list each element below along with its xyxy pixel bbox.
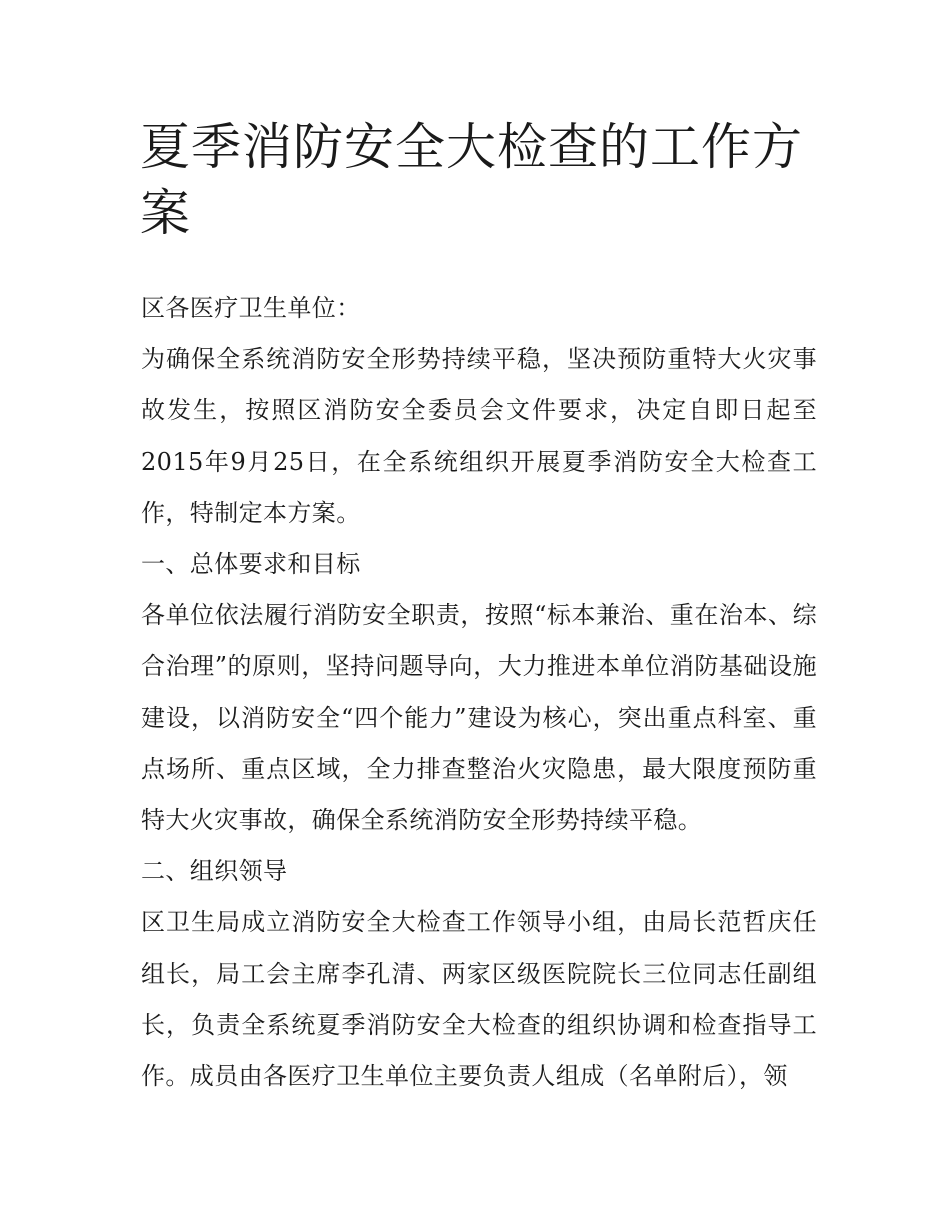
document-body: [141, 283, 817, 1102]
intro-paragraph: 为确保全系统消防安全形势持续平稳，坚决预防重特大火灾事故发生，按照区消防安全委员会文件要求，决定自即日起至2015年9月25日，在全系统组织开展夏季消防安全大检查工作，特制定本方案。: [141, 345, 817, 527]
salutation: 区各医疗卫生单位：: [141, 294, 361, 322]
section-1-paragraph: 各单位依法履行消防安全职责，按照“标本兼治、重在治本、综合治理”的原则，坚持问题导向，大力推进本单位消防基础设施建设，以消防安全“四个能力”建设为核心，突出重点科室、重点场所、重点区域，全力排查整治火灾隐患，最大限度预防重特大火灾事故，确保全系统消防安全形势持续平稳。: [141, 601, 817, 835]
section-1-heading: 一、总体要求和目标: [141, 550, 361, 579]
document-title: 夏季消防安全大检查的工作方案: [140, 118, 803, 242]
section-2-heading: 二、组织领导: [141, 857, 288, 886]
section-2-paragraph: 区卫生局成立消防安全大检查工作领导小组，由局长范哲庆任组长，局工会主席李孔清、两家区级医院院长三位同志任副组长，负责全系统夏季消防安全大检查的组织协调和检查指导工作。成员由各医疗卫生单位主要负责人组成（名单附后），领: [141, 908, 817, 1091]
